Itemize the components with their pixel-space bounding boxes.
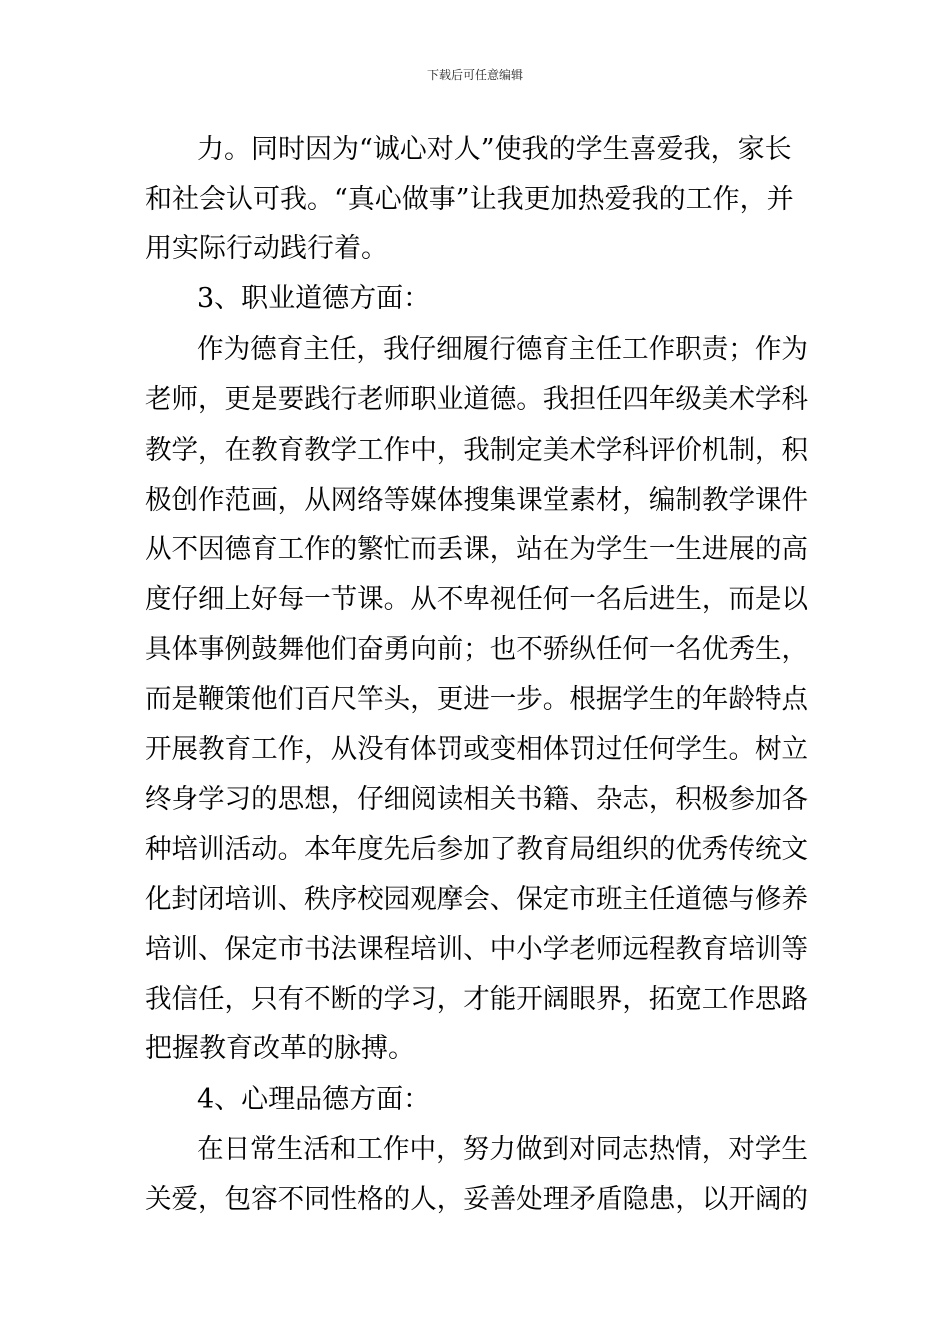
text-line: 用实际行动践行着。 (145, 233, 388, 264)
text-line: 终身学习的思想，仔细阅读相关书籍、杂志，积极参加各 (145, 784, 808, 815)
text-line: 把握教育改革的脉搏。 (145, 1033, 415, 1064)
text-line: 开展教育工作，从没有体罚或变相体罚过任何学生。树立 (145, 734, 808, 765)
text-line: 种培训活动。本年度先后参加了教育局组织的优秀传统文 (145, 834, 808, 865)
text-line: 教学，在教育教学工作中，我制定美术学科评价机制，积 (145, 435, 808, 466)
text-line: 而是鞭策他们百尺竿头，更进一步。根据学生的年龄特点 (145, 684, 808, 715)
text-line: 极创作范画，从网络等媒体搜集课堂素材，编制教学课件 (145, 485, 808, 516)
text-line: 培训、保定市书法课程培训、中小学老师远程教育培训等 (145, 934, 808, 965)
text-line: 在日常生活和工作中，努力做到对同志热情，对学生 (197, 1134, 808, 1165)
section-heading: 4、心理品德方面： (197, 1084, 431, 1115)
text-line: 关爱，包容不同性格的人，妥善处理矛盾隐患，以开阔的 (145, 1184, 808, 1215)
text-line: 度仔细上好每一节课。从不卑视任何一名后进生，而是以 (145, 584, 808, 615)
text-line: 从不因德育工作的繁忙而丢课，站在为学生一生进展的高 (145, 534, 808, 565)
section-heading: 3、职业道德方面： (197, 283, 431, 314)
text-line: 和社会认可我。“真心做事”让我更加热爱我的工作，并 (145, 184, 794, 215)
text-line: 老师，更是要践行老师职业道德。我担任四年级美术学科 (145, 384, 808, 415)
text-line: 我信任，只有不断的学习，才能开阔眼界，拓宽工作思路 (145, 984, 808, 1015)
text-line: 力。同时因为“诚心对人”使我的学生喜爱我，家长 (197, 134, 792, 165)
text-line: 具体事例鼓舞他们奋勇向前；也不骄纵任何一名优秀生， (145, 634, 808, 665)
page-header: 下载后可任意编辑 (426, 68, 523, 82)
text-line: 作为德育主任，我仔细履行德育主任工作职责；作为 (197, 334, 808, 365)
text-line: 化封闭培训、秩序校园观摩会、保定市班主任道德与修养 (145, 884, 808, 915)
